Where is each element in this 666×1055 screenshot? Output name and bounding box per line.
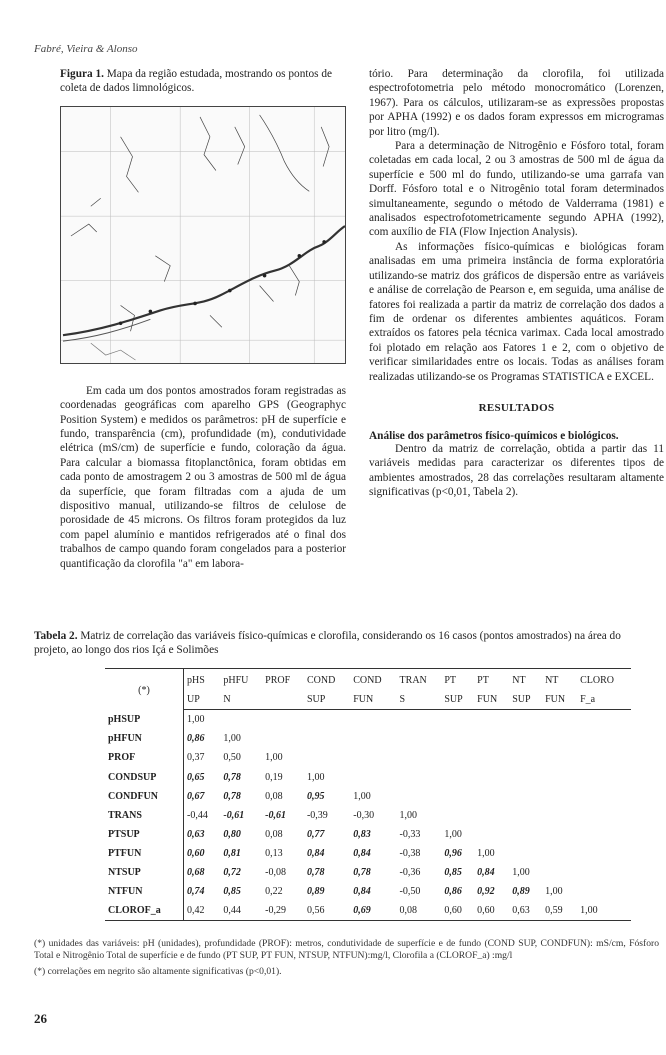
correlation-value: 1,00 — [187, 714, 205, 726]
table-stub-header: (*) — [105, 669, 184, 710]
correlation-value: 0,92 — [477, 886, 495, 898]
empty-cell — [350, 729, 396, 748]
row-label: pHFUN — [105, 729, 184, 748]
empty-cell — [542, 748, 577, 767]
column-header: COND — [350, 669, 396, 691]
correlation-table — [105, 668, 631, 921]
correlation-value: -0,29 — [262, 901, 304, 921]
empty-cell — [304, 748, 350, 767]
empty-cell — [577, 787, 631, 806]
correlation-value: -0,44 — [187, 809, 208, 821]
column-header: TRAN — [397, 669, 442, 691]
page-number: 26 — [34, 1011, 47, 1026]
correlation-value: 0,72 — [223, 866, 241, 878]
row-label: TRANS — [105, 806, 184, 825]
correlation-value: 0,96 — [444, 847, 462, 859]
empty-cell — [474, 748, 509, 767]
empty-cell — [509, 748, 542, 767]
empty-cell — [441, 748, 474, 767]
empty-cell — [262, 710, 304, 730]
correlation-value: 0,84 — [306, 847, 325, 859]
empty-cell — [441, 729, 474, 748]
correlation-value: -0,39 — [306, 809, 328, 821]
table-caption — [34, 629, 654, 658]
empty-cell — [397, 729, 442, 748]
correlation-value: 0,60 — [474, 901, 509, 921]
column-header: NT — [509, 669, 542, 691]
methods-paragraph-3: As informações físico-químicas e biológicas foram analisadas em uma primeira instância de forma exploratória utilizando-se matriz dos gráficos de dispersão entre as variáveis e análise de correlação de Pearson e, em seguida, uma análise de fatores foi realizada a partir da matriz de correlação dos dados a fim de ordenar os diferentes ambientes aquáticos. Foram extraídos os fatores pela técnica varimax. Cada local amostrado foi plotado em relação aos Fatores 1 e 2, com o objetivo de verificar similaridades entre os locais. Todas as análises foram realizadas utilizando-se os Programas STATISTICA e EXCEL. — [369, 240, 664, 383]
empty-cell — [509, 710, 542, 730]
correlation-value: 0,86 — [187, 733, 205, 745]
table-row — [105, 767, 631, 786]
empty-cell — [304, 729, 350, 748]
correlation-value: -0,50 — [399, 886, 421, 898]
correlation-value: 0,08 — [265, 790, 283, 802]
row-label: CLOROF_a — [105, 901, 184, 921]
empty-cell — [542, 729, 577, 748]
empty-cell — [350, 710, 396, 730]
table-caption-text: Matriz de correlação das variáveis físico-químicas e clorofila, considerando os 16 casos (pontos amostrados) na área do projeto, ao longo dos rios Içá e Solimões — [34, 630, 621, 657]
correlation-value: 0,84 — [353, 847, 371, 859]
correlation-value: 0,89 — [512, 886, 530, 898]
empty-cell — [509, 729, 542, 748]
empty-cell — [441, 806, 474, 825]
empty-cell — [350, 767, 396, 786]
results-subheading: Análise dos parâmetros físico-químicos e biológicos. — [369, 429, 619, 442]
empty-cell — [509, 844, 542, 863]
column-header: CLORO — [577, 669, 631, 691]
row-label: pHSUP — [105, 710, 184, 730]
empty-cell — [509, 767, 542, 786]
column-header: COND — [304, 669, 350, 691]
column-header: pHFU — [220, 669, 262, 691]
correlation-value: 0,56 — [304, 901, 350, 921]
correlation-value: 0,74 — [187, 886, 205, 898]
empty-cell — [577, 882, 631, 901]
correlation-value: 0,86 — [444, 886, 462, 898]
correlation-value: 0,63 — [509, 901, 542, 921]
column-header: PT — [441, 669, 474, 691]
running-header: Fabré, Vieira & Alonso — [34, 43, 138, 55]
empty-cell — [577, 844, 631, 863]
table-label: Tabela 2. — [34, 630, 78, 642]
empty-cell — [577, 825, 631, 844]
column-header-continued: S — [397, 690, 442, 710]
empty-cell — [441, 710, 474, 730]
empty-cell — [474, 806, 509, 825]
right-column — [369, 67, 664, 500]
correlation-value: 0,44 — [220, 901, 262, 921]
column-header-continued: UP — [184, 690, 221, 710]
empty-cell — [509, 825, 542, 844]
empty-cell — [441, 767, 474, 786]
correlation-value: 0,95 — [306, 790, 325, 802]
correlation-value: 0,85 — [444, 866, 462, 878]
table-header-row-2 — [105, 690, 631, 710]
empty-cell — [397, 748, 442, 767]
correlation-value: 1,00 — [545, 886, 563, 898]
row-label: CONDSUP — [105, 767, 184, 786]
empty-cell — [304, 710, 350, 730]
correlation-value: 0,77 — [306, 828, 325, 840]
methods-paragraph-1: tório. Para determinação da clorofila, foi utilizada espectrofotometria pelo método monocromático (Lorenzen, 1967). Para os cálculos, utilizaram-se as expressões propostas por APHA (1992) e os dados foram expressos em microgramas por litro (mg/l). — [369, 68, 664, 138]
row-label: NTSUP — [105, 863, 184, 882]
table-row — [105, 844, 631, 863]
table-row — [105, 806, 631, 825]
row-label: PROF — [105, 748, 184, 767]
results-heading: RESULTADOS — [478, 401, 555, 414]
figure-caption — [60, 67, 346, 96]
correlation-value: -0,38 — [399, 847, 421, 859]
correlation-value: 0,81 — [223, 847, 241, 859]
correlation-value: 0,78 — [353, 866, 371, 878]
empty-cell — [542, 806, 577, 825]
empty-cell — [542, 710, 577, 730]
correlation-value: 0,08 — [397, 901, 442, 921]
correlation-value: 0,59 — [542, 901, 577, 921]
correlation-value: 0,63 — [187, 828, 205, 840]
empty-cell — [577, 863, 631, 882]
empty-cell — [220, 710, 262, 730]
table-row — [105, 787, 631, 806]
column-header-continued — [262, 690, 304, 710]
empty-cell — [577, 729, 631, 748]
table-row — [105, 729, 631, 748]
correlation-value: -0,61 — [265, 809, 286, 821]
correlation-value: -0,36 — [399, 866, 421, 878]
correlation-value: 1,00 — [399, 809, 418, 821]
table-row — [105, 710, 631, 730]
column-header: PROF — [262, 669, 304, 691]
row-label: CONDFUN — [105, 787, 184, 806]
empty-cell — [509, 787, 542, 806]
table-row — [105, 863, 631, 882]
correlation-value: 0,84 — [477, 866, 495, 878]
empty-cell — [542, 863, 577, 882]
empty-cell — [542, 844, 577, 863]
empty-cell — [397, 787, 442, 806]
correlation-value: 1,00 — [353, 790, 371, 802]
correlation-value: -0,08 — [265, 866, 286, 878]
empty-cell — [542, 825, 577, 844]
column-header-continued: FUN — [542, 690, 577, 710]
empty-cell — [397, 710, 442, 730]
correlation-value: 0,83 — [353, 828, 371, 840]
table-body — [105, 710, 631, 921]
correlation-value: 0,85 — [223, 886, 241, 898]
correlation-value: 0,69 — [350, 901, 396, 921]
table-note-units: (*) unidades das variáveis: pH (unidades), profundidade (PROF): metros, condutividade de superfície e de fundo (COND SUP, CONDFUN): mS/cm, Fósforo Total e Nitrogênio Total de superfície e de fundo (PT SUP, PT FUN, NTSUP, NTFUN):mg/l, Clorofila a (CLOROF_a) :mg/l — [34, 938, 659, 962]
table-row — [105, 882, 631, 901]
correlation-value: 0,60 — [187, 847, 205, 859]
correlation-value: 1,00 — [477, 847, 495, 859]
correlation-value: -0,61 — [223, 809, 245, 821]
correlation-value: 0,50 — [223, 752, 241, 764]
correlation-value: 0,42 — [184, 901, 221, 921]
correlation-value: 1,00 — [306, 771, 325, 783]
column-header-continued: F_a — [577, 690, 631, 710]
correlation-value: 0,08 — [265, 828, 283, 840]
left-column — [60, 67, 346, 571]
correlation-value: 0,78 — [223, 771, 241, 783]
empty-cell — [397, 767, 442, 786]
row-label: PTSUP — [105, 825, 184, 844]
column-header: NT — [542, 669, 577, 691]
correlation-value: 1,00 — [265, 752, 283, 764]
row-label: PTFUN — [105, 844, 184, 863]
empty-cell — [441, 787, 474, 806]
correlation-value: 1,00 — [577, 901, 631, 921]
methods-paragraph-left: Em cada um dos pontos amostrados foram registradas as coordenadas geográficas com aparelho GPS (Geographyc Position System) e medidos os parâmetros: pH de superfície e fundo, transparência (cm), profundidade (m), condutividade elétrica (mS/cm) de superfície e fundo, coloração da água. Para calcular a biomassa fitoplanctônica, foram obtidas em cada ponto de amostragem 2 ou 3 amostras de 500 ml de água da superfície, que foram filtradas com a ajuda de um dispositivo manual, utilizando-se filtros de celulose de porosidade de 45 microns. Os filtros foram protegidos da luz com papel alumínio e mantidos refrigerados até o final dos trabalhos de campo quando foram congelados para a posterior quantificação da clorofila "a" em labora- — [60, 384, 346, 570]
column-header-continued: SUP — [304, 690, 350, 710]
empty-cell — [350, 748, 396, 767]
column-header-continued: FUN — [474, 690, 509, 710]
table-row — [105, 901, 631, 921]
correlation-value: -0,30 — [353, 809, 375, 821]
empty-cell — [262, 729, 304, 748]
empty-cell — [474, 825, 509, 844]
correlation-value: 1,00 — [444, 828, 462, 840]
empty-cell — [509, 806, 542, 825]
empty-cell — [474, 787, 509, 806]
correlation-value: 0,80 — [223, 828, 241, 840]
study-area-map — [60, 106, 346, 364]
figure-caption-text: Mapa da região estudada, mostrando os pontos de coleta de dados limnológicos. — [60, 68, 333, 95]
correlation-value: 0,78 — [223, 790, 241, 802]
correlation-value: 1,00 — [512, 866, 530, 878]
table-row — [105, 748, 631, 767]
empty-cell — [577, 806, 631, 825]
column-header-continued: SUP — [509, 690, 542, 710]
correlation-value: -0,33 — [399, 828, 421, 840]
column-header: PT — [474, 669, 509, 691]
correlation-value: 1,00 — [223, 733, 241, 745]
correlation-value: 0,84 — [353, 886, 371, 898]
correlation-value: 0,13 — [265, 847, 283, 859]
column-header-continued: SUP — [441, 690, 474, 710]
table-header-row-1 — [105, 669, 631, 691]
correlation-value: 0,65 — [187, 771, 205, 783]
figure-label: Figura 1. — [60, 68, 104, 80]
empty-cell — [577, 748, 631, 767]
empty-cell — [474, 710, 509, 730]
correlation-value: 0,68 — [187, 866, 205, 878]
correlation-value: 0,37 — [187, 752, 205, 764]
methods-paragraph-2: Para a determinação de Nitrogênio e Fósforo total, foram coletadas em cada local, 2 ou 3 amostras de 500 ml de água da superfície e 500 ml do fundo, utilizando-se uma garrafa van Dorff. Fósforo total e o Nitrogênio total foram determinados simultaneamente, segundo o método de Valderrama (1981) e analisados espectrofotometricamente segundo APHA (1992), com auxílio de FIA (Flow Injection Analysis). — [369, 140, 664, 239]
correlation-value: 0,22 — [265, 886, 283, 898]
empty-cell — [474, 767, 509, 786]
correlation-value: 0,19 — [265, 771, 283, 783]
table-notes — [34, 938, 659, 981]
column-header-continued: FUN — [350, 690, 396, 710]
empty-cell — [542, 787, 577, 806]
table-note-significance: (*) correlações em negrito são altamente significativas (p<0,01). — [34, 965, 282, 977]
correlation-value: 0,60 — [441, 901, 474, 921]
correlation-value: 0,89 — [306, 886, 325, 898]
empty-cell — [577, 710, 631, 730]
column-header-continued: N — [220, 690, 262, 710]
results-paragraph: Dentro da matriz de correlação, obtida a partir das 11 variáveis medidas para caracterizar os diferentes tipos de ambientes amostrados, 28 das correlações resultaram altamente significativas (p<0,01, Tabela 2). — [369, 442, 664, 499]
table-row — [105, 825, 631, 844]
column-header: pHS — [184, 669, 221, 691]
empty-cell — [474, 729, 509, 748]
empty-cell — [542, 767, 577, 786]
correlation-value: 0,78 — [306, 866, 325, 878]
row-label: NTFUN — [105, 882, 184, 901]
empty-cell — [577, 767, 631, 786]
correlation-value: 0,67 — [187, 790, 205, 802]
